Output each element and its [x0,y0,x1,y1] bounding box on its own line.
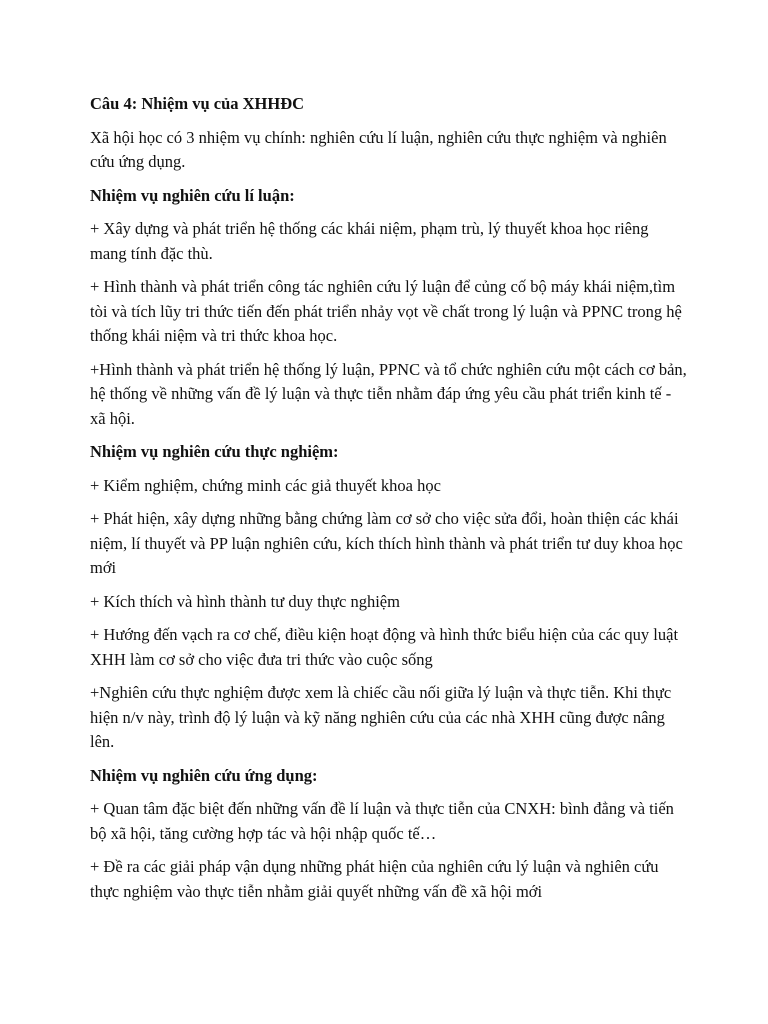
list-item: + Hướng đến vạch ra cơ chế, điều kiện hoạt động và hình thức biểu hiện của các quy luật XHH làm cơ sở cho việc đưa tri thức vào cuộc sống [90,625,679,669]
section-heading: Nhiệm vụ nghiên cứu ứng dụng: [90,765,318,785]
list-item: + Quan tâm đặc biệt đến những vấn đề lí luận và thực tiễn của CNXH: bình đẳng và tiến bộ xã hội, tăng cường hợp tác và hội nhập quốc tế… [90,799,674,843]
document-title: Câu 4: Nhiệm vụ của XHHĐC [90,94,305,113]
list-item: + Kiểm nghiệm, chứng minh các giả thuyết khoa học [90,475,441,495]
section-heading: Nhiệm vụ nghiên cứu thực nghiệm: [90,442,339,461]
list-item: + Xây dựng và phát triển hệ thống các khái niệm, phạm trù, lý thuyết khoa học riêng mang tính đặc thù. [90,219,649,263]
list-item: + Phát hiện, xây dựng những bằng chứng làm cơ sở cho việc sửa đổi, hoàn thiện các khái niệm, lí thuyết và PP luận nghiên cứu, kích thích hình thành và phát triển tư duy khoa học mới [90,509,683,577]
section-applied [90,764,688,905]
intro-paragraph: Xã hội học có 3 nhiệm vụ chính: nghiên cứu lí luận, nghiên cứu thực nghiệm và nghiên cứu ứng dụng. [90,127,667,171]
section-empirical [90,440,688,755]
list-item: +Nghiên cứu thực nghiệm được xem là chiếc cầu nối giữa lý luận và thực tiễn. Khi thực hiện n/v này, trình độ lý luận và kỹ năng nghiên cứu của các nhà XHH cũng được nâng lên. [90,683,672,751]
list-item: +Hình thành và phát triển hệ thống lý luận, PPNC và tổ chức nghiên cứu một cách cơ bản, hệ thống về những vấn đề lý luận và thực tiễn nhằm đáp ứng yêu cầu phát triển kinh tế - xã hội. [90,359,687,428]
list-item: + Đề ra các giải pháp vận dụng những phát hiện của nghiên cứu lý luận và nghiên cứu thực nghiệm vào thực tiễn nhằm giải quyết những vấn đề xã hội mới [90,857,659,901]
section-heading: Nhiệm vụ nghiên cứu lí luận: [90,185,295,205]
list-item: + Kích thích và hình thành tư duy thực nghiệm [90,591,400,611]
list-item: + Hình thành và phát triển công tác nghiên cứu lý luận để củng cố bộ máy khái niệm,tìm tòi và tích lũy tri thức tiến đến phát triển nhảy vọt về chất trong lý luận và PPNC trong hệ thống khái niệm và tri thức khoa học. [90,277,682,345]
section-theory [90,184,688,432]
